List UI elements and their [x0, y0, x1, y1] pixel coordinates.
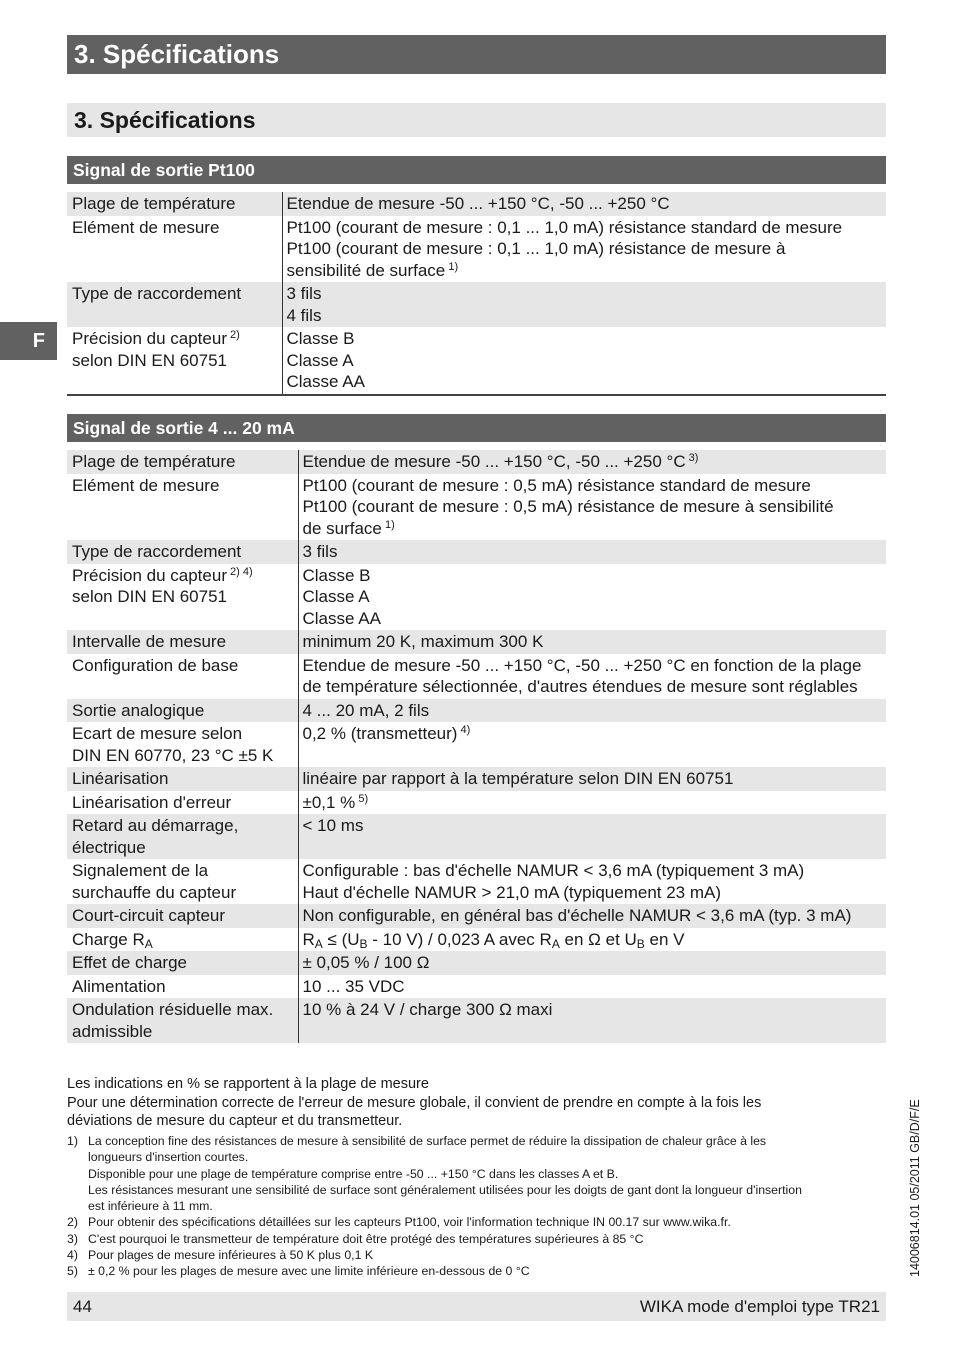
spec-value-line	[287, 328, 882, 350]
spec-label	[67, 474, 298, 541]
spec-value	[298, 699, 886, 723]
spec-value-line	[303, 999, 882, 1021]
spec-label-text: Linéarisation	[72, 769, 169, 788]
value-text: Etendue de mesure -50 ... +150 °C, -50 ... +250 °C	[286, 194, 670, 213]
spec-label	[67, 216, 282, 283]
value-text: 3 fils	[286, 284, 322, 303]
value-text: Pt100 (courant de mesure : 0,1 ... 1,0 mA) résistance standard de mesure	[286, 217, 843, 237]
spec-label-text: Elément de mesure	[72, 475, 220, 495]
page-footer	[67, 1292, 886, 1321]
spec-value-line	[287, 371, 882, 393]
note-line: Pour une détermination correcte de l'erreur de mesure globale, il convient de prendre en compte à la fois les	[67, 1094, 762, 1111]
footnote-line: Les résistances mesurant une sensibilité de surface sont généralement utilisées pour les doigts de gant dont la longueur d'insertion	[88, 1182, 802, 1197]
spec-label-text: électrique	[72, 837, 146, 857]
spec-value-line	[303, 655, 882, 677]
footnote-ref: 5)	[355, 792, 369, 805]
spec-row	[67, 282, 886, 327]
spec-label	[67, 951, 298, 975]
page-band-title: 3. Spécifications	[67, 35, 886, 74]
value-text: en V	[644, 929, 685, 949]
footnote-ref: 1)	[381, 518, 395, 531]
document-code: 14006814.01 05/2011 GB/D/F/E	[908, 1099, 922, 1277]
spec-row	[67, 327, 886, 395]
footnote-body	[88, 1231, 877, 1247]
note-line: Les indications en % se rapportent à la plage de mesure	[67, 1076, 429, 1092]
value-text: 10 % à 24 V / charge 300 Ω maxi	[302, 1000, 553, 1019]
spec-value-line	[303, 586, 882, 608]
footnote-line: Pour obtenir des spécifications détaillées sur les capteurs Pt100, voir l'information technique IN 00.17 sur www.wika.fr.	[88, 1215, 731, 1230]
spec-label-text: Sortie analogique	[72, 700, 205, 720]
spec-row	[67, 998, 886, 1043]
section-title: 3. Spécifications	[67, 103, 886, 137]
value-text: 4 fils	[286, 305, 322, 325]
spec-value	[282, 327, 886, 395]
spec-row	[67, 630, 886, 654]
value-text: Configurable : bas d'échelle NAMUR < 3,6 mA (typiquement 3 mA)	[302, 861, 805, 880]
spec-label	[67, 192, 282, 216]
spec-label	[67, 699, 298, 723]
value-text: Classe B	[286, 329, 355, 348]
spec-label-text: surchauffe du capteur	[72, 882, 237, 902]
footnote-item	[67, 1133, 877, 1214]
value-text: sensibilité de surface	[286, 260, 446, 280]
subscript: A	[551, 936, 560, 951]
footnote-body	[88, 1247, 877, 1263]
spec-label	[67, 814, 298, 859]
value-text: en Ω et U	[559, 929, 637, 949]
footnote-number: 1)	[67, 1134, 78, 1148]
spec-label	[67, 998, 298, 1043]
note-line: déviations de mesure du capteur et du transmetteur.	[67, 1113, 403, 1129]
pt100-section-header: Signal de sortie Pt100	[67, 156, 886, 184]
spec-value	[298, 791, 886, 815]
value-text: linéaire par rapport à la température selon DIN EN 60751	[302, 769, 734, 788]
spec-label	[67, 859, 298, 904]
value-text: Classe AA	[302, 608, 381, 628]
ma-section-header: Signal de sortie 4 ... 20 mA	[67, 414, 886, 442]
spec-label-text: Ondulation résiduelle max.	[72, 1000, 274, 1019]
spec-value	[298, 630, 886, 654]
value-text: ≤ (U	[322, 929, 360, 949]
spec-label	[67, 327, 282, 395]
spec-label	[67, 904, 298, 928]
value-text: - 10 V) / 0,023 A avec R	[367, 929, 552, 949]
spec-value-line	[303, 475, 882, 497]
footnote-line: ± 0,2 % pour les plages de mesure avec une limite inférieure en-dessous de 0 °C	[88, 1264, 530, 1279]
spec-row	[67, 540, 886, 564]
value-text: Etendue de mesure -50 ... +150 °C, -50 ... +250 °C	[302, 452, 686, 471]
spec-value-line	[287, 305, 882, 327]
spec-value	[298, 654, 886, 699]
spec-label-text: Ecart de mesure selon	[72, 724, 243, 743]
spec-label-text: Charge R	[72, 929, 145, 949]
value-text: 0,2 % (transmetteur)	[302, 724, 458, 743]
spec-value	[298, 564, 886, 631]
spec-row	[67, 450, 886, 474]
spec-label-text: Type de raccordement	[72, 542, 242, 561]
subscript: A	[314, 936, 323, 951]
footnote-ref: 2) 4)	[226, 565, 253, 578]
footnotes	[67, 1133, 877, 1280]
footnote-ref: 2)	[226, 329, 240, 341]
value-text: Pt100 (courant de mesure : 0,5 mA) résistance standard de mesure	[302, 475, 811, 495]
spec-value-line	[303, 976, 882, 998]
value-text: ± 0,05 % / 100 Ω	[302, 953, 430, 972]
value-text: Pt100 (courant de mesure : 0,1 ... 1,0 mA) résistance de mesure à	[286, 239, 786, 258]
spec-value	[298, 540, 886, 564]
spec-row	[67, 474, 886, 541]
general-notes	[67, 1075, 877, 1131]
footnote-ref: 4)	[457, 724, 471, 736]
spec-label	[67, 928, 298, 952]
spec-label	[67, 282, 282, 327]
spec-label-text: selon DIN EN 60751	[72, 350, 227, 370]
spec-value-line	[303, 860, 882, 882]
footnote-number: 2)	[67, 1215, 78, 1230]
footnote-item	[67, 1263, 877, 1279]
spec-label	[67, 450, 298, 474]
spec-row	[67, 951, 886, 975]
language-tab: F	[0, 322, 57, 360]
spec-label-text: Type de raccordement	[72, 284, 242, 303]
spec-row	[67, 859, 886, 904]
spec-label-text: DIN EN 60770, 23 °C ±5 K	[72, 745, 274, 765]
value-text: Classe A	[286, 350, 354, 370]
footnote-item	[67, 1231, 877, 1247]
spec-label-text: Intervalle de mesure	[72, 632, 227, 651]
spec-label-text: Retard au démarrage,	[72, 816, 239, 835]
spec-row	[67, 654, 886, 699]
value-text: 10 ... 35 VDC	[302, 976, 405, 996]
value-text: ±0,1 %	[302, 792, 356, 812]
footnote-item	[67, 1247, 877, 1263]
spec-value-line	[303, 451, 882, 473]
spec-row	[67, 216, 886, 283]
spec-row	[67, 564, 886, 631]
value-text: Classe B	[302, 565, 371, 585]
spec-value-line	[303, 768, 882, 790]
spec-value-line	[303, 496, 882, 518]
value-text: Etendue de mesure -50 ... +150 °C, -50 ... +250 °C en fonction de la plage	[302, 655, 862, 675]
footnote-number: 3)	[67, 1231, 78, 1246]
spec-value	[298, 722, 886, 767]
spec-value-line	[303, 929, 882, 951]
spec-label	[67, 654, 298, 699]
spec-value	[298, 928, 886, 952]
spec-value	[298, 474, 886, 541]
spec-label	[67, 540, 298, 564]
spec-value-line	[303, 541, 882, 563]
footnote-number: 5)	[67, 1264, 78, 1279]
subscript: A	[144, 936, 153, 951]
value-text: minimum 20 K, maximum 300 K	[302, 632, 544, 651]
value-text: Non configurable, en général bas d'échelle NAMUR < 3,6 mA (typ. 3 mA)	[302, 906, 852, 925]
spec-label	[67, 767, 298, 791]
spec-value	[298, 904, 886, 928]
spec-value-line	[303, 905, 882, 927]
spec-value	[298, 450, 886, 474]
spec-label-text: Elément de mesure	[72, 217, 220, 237]
spec-row	[67, 814, 886, 859]
spec-value	[282, 282, 886, 327]
spec-value	[282, 216, 886, 283]
spec-label-text: Précision du capteur	[72, 329, 227, 348]
spec-label	[67, 975, 298, 999]
subscript: B	[359, 936, 368, 951]
spec-row	[67, 791, 886, 815]
footnote-line: est inférieure à 11 mm.	[88, 1199, 213, 1214]
value-text: 3 fils	[302, 542, 338, 561]
spec-value-line	[303, 792, 882, 814]
pt100-spec-table	[67, 192, 886, 396]
spec-value	[298, 767, 886, 791]
spec-value-line	[287, 283, 882, 305]
footnote-line: Disponible pour une plage de température comprise entre -50 ... +150 °C dans les classes A et B.	[88, 1166, 619, 1181]
spec-value-line	[303, 518, 882, 540]
spec-value-line	[287, 193, 882, 215]
spec-value-line	[303, 676, 882, 698]
value-text: de température sélectionnée, d'autres étendues de mesure sont réglables	[302, 677, 858, 696]
spec-value	[298, 951, 886, 975]
footnote-line: C'est pourquoi le transmetteur de température doit être protégé des températures supérieures à 85 °C	[88, 1231, 644, 1246]
spec-label	[67, 564, 298, 631]
ma-spec-table	[67, 450, 886, 1043]
spec-value-line	[303, 882, 882, 904]
value-text: Haut d'échelle NAMUR > 21,0 mA (typiquement 23 mA)	[302, 882, 722, 902]
spec-value-line	[287, 350, 882, 372]
spec-value	[298, 859, 886, 904]
spec-label-text: Alimentation	[72, 976, 166, 996]
spec-label	[67, 722, 298, 767]
footnote-line: Pour plages de mesure inférieures à 50 K plus 0,1 K	[88, 1248, 374, 1263]
value-text: Pt100 (courant de mesure : 0,5 mA) résistance de mesure à sensibilité	[302, 497, 834, 516]
spec-label	[67, 630, 298, 654]
spec-row	[67, 722, 886, 767]
spec-row	[67, 975, 886, 999]
spec-value	[298, 975, 886, 999]
spec-row	[67, 192, 886, 216]
value-text: < 10 ms	[302, 816, 364, 835]
spec-label-text: Effet de charge	[72, 953, 187, 972]
spec-value-line	[287, 238, 882, 260]
footnote-ref: 1)	[445, 260, 459, 273]
document-title: WIKA mode d'emploi type TR21	[639, 1297, 880, 1316]
spec-row	[67, 904, 886, 928]
spec-label-text: Court-circuit capteur	[72, 906, 226, 925]
spec-value	[298, 814, 886, 859]
spec-label-text: Signalement de la	[72, 861, 209, 880]
subscript: B	[636, 936, 645, 951]
spec-label-text: Plage de température	[72, 452, 236, 471]
spec-value-line	[303, 631, 882, 653]
spec-value-line	[303, 700, 882, 722]
spec-value-line	[303, 952, 882, 974]
spec-row	[67, 767, 886, 791]
footnote-body	[88, 1133, 877, 1214]
footnote-body	[88, 1263, 877, 1279]
footnote-line: longueurs d'insertion courtes.	[88, 1150, 249, 1165]
spec-value	[298, 998, 886, 1043]
spec-value	[282, 192, 886, 216]
spec-row	[67, 928, 886, 952]
value-text: 4 ... 20 mA, 2 fils	[302, 700, 430, 720]
footnote-body	[88, 1214, 877, 1230]
spec-label-text: Précision du capteur	[72, 565, 227, 585]
value-text: Classe AA	[286, 372, 365, 391]
footnote-item	[67, 1214, 877, 1230]
value-text: R	[302, 929, 315, 949]
page-number: 44	[73, 1297, 92, 1316]
value-text: de surface	[302, 518, 382, 538]
footnote-number: 4)	[67, 1248, 78, 1263]
spec-label-text: selon DIN EN 60751	[72, 587, 227, 606]
footnote-ref: 3)	[685, 452, 699, 464]
footnote-line: La conception fine des résistances de mesure à sensibilité de surface permet de réduire la dissipation de chaleur grâce à les	[88, 1134, 767, 1148]
spec-value-line	[287, 217, 882, 239]
spec-value-line	[303, 565, 882, 587]
spec-label-text: Configuration de base	[72, 655, 239, 675]
spec-label-text: Plage de température	[72, 194, 236, 213]
spec-value-line	[303, 815, 882, 837]
spec-value-line	[303, 723, 882, 745]
spec-label	[67, 791, 298, 815]
value-text: Classe A	[302, 587, 370, 606]
spec-label-text: admissible	[72, 1021, 153, 1041]
spec-label-text: Linéarisation d'erreur	[72, 792, 232, 812]
spec-row	[67, 699, 886, 723]
spec-value-line	[287, 260, 882, 282]
spec-value-line	[303, 608, 882, 630]
